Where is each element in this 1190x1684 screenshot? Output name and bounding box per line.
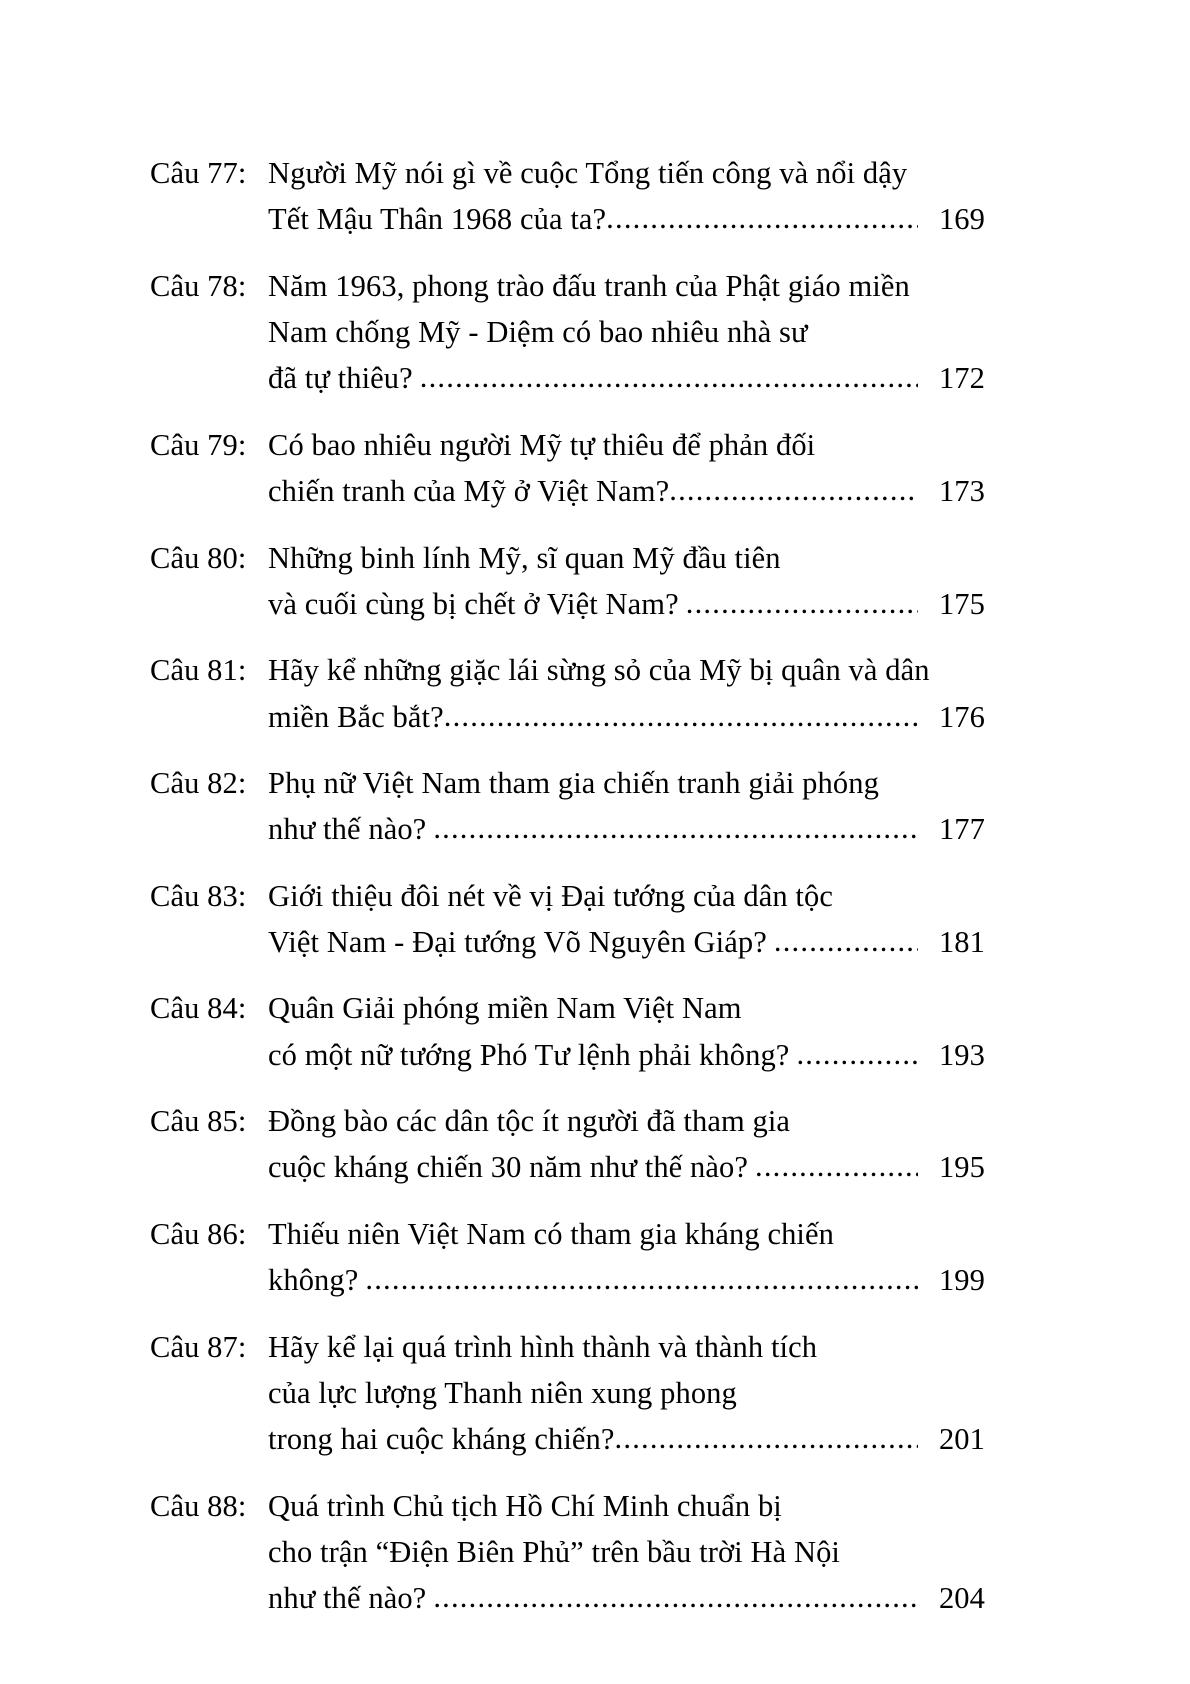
toc-entry-text: Năm 1963, phong trào đấu tranh của Phật giáo miền	[268, 268, 910, 303]
toc-entry-lines	[268, 1211, 985, 1304]
toc-entry-line	[268, 1324, 985, 1370]
toc-entry-lines	[268, 1098, 985, 1191]
toc-entry-lines	[268, 1483, 985, 1622]
toc-page-number[interactable]: 193	[938, 1037, 985, 1072]
toc-entry-line	[268, 760, 985, 806]
toc-entry[interactable]	[150, 760, 985, 853]
toc-entry-line	[268, 581, 985, 627]
toc-entry-line	[268, 985, 985, 1031]
toc-entry-text: Quân Giải phóng miền Nam Việt Nam	[268, 991, 742, 1026]
toc-entry-label: Câu 82:	[150, 765, 247, 800]
toc-page-number[interactable]: 195	[938, 1150, 985, 1185]
toc-entry[interactable]	[150, 1211, 985, 1304]
toc-entry[interactable]	[150, 150, 985, 243]
toc-entry-label: Câu 87:	[150, 1329, 247, 1364]
toc-entry-label: Câu 84:	[150, 991, 247, 1026]
toc-entry-line	[268, 694, 985, 740]
toc-entry-text: Thiếu niên Việt Nam có tham gia kháng chiến	[268, 1216, 834, 1251]
toc-entry[interactable]	[150, 1324, 985, 1463]
toc-entry-lines	[268, 263, 985, 402]
toc-entry-line	[268, 309, 985, 355]
toc-entry-label: Câu 80:	[150, 540, 247, 575]
toc-entry-line	[268, 919, 985, 965]
toc-entry-line	[268, 806, 985, 852]
toc-entry-line	[268, 1370, 985, 1416]
toc-entry-label: Câu 86:	[150, 1216, 247, 1251]
toc-entry-lines	[268, 985, 985, 1078]
toc-entry-line	[268, 1257, 985, 1303]
toc-entry-lines	[268, 1324, 985, 1463]
table-of-contents-list	[150, 150, 985, 1622]
dot-leader	[606, 195, 918, 241]
toc-entry[interactable]	[150, 1483, 985, 1622]
toc-page-number[interactable]: 176	[938, 699, 985, 734]
toc-page-number[interactable]: 181	[938, 925, 985, 960]
toc-entry-line	[268, 355, 985, 401]
toc-entry[interactable]	[150, 985, 985, 1078]
toc-entry-text: Tết Mậu Thân 1968 của ta?	[268, 202, 607, 237]
toc-entry-line	[268, 1416, 985, 1462]
toc-page-number[interactable]: 175	[938, 586, 985, 621]
toc-entry-label: Câu 85:	[150, 1104, 247, 1139]
toc-entry-lines	[268, 422, 985, 515]
toc-entry-text: và cuối cùng bị chết ở Việt Nam?	[268, 586, 679, 621]
toc-entry-text: Đồng bào các dân tộc ít người đã tham gia	[268, 1104, 791, 1139]
toc-entry-line	[268, 535, 985, 581]
dot-leader	[755, 1143, 918, 1189]
toc-entry-text: Nam chống Mỹ - Diệm có bao nhiêu nhà sư	[268, 315, 808, 350]
toc-entry-line	[268, 647, 985, 693]
toc-page-number[interactable]: 177	[938, 812, 985, 847]
toc-entry-text: của lực lượng Thanh niên xung phong	[268, 1375, 737, 1410]
toc-entry-lines	[268, 873, 985, 966]
toc-entry-text: cuộc kháng chiến 30 năm như thế nào?	[268, 1150, 749, 1185]
toc-page-number[interactable]: 201	[938, 1422, 985, 1457]
toc-entry-text: chiến tranh của Mỹ ở Việt Nam?	[268, 474, 670, 509]
toc-entry-line	[268, 150, 985, 196]
dot-leader	[420, 354, 918, 400]
toc-entry-text: trong hai cuộc kháng chiến?	[268, 1422, 615, 1457]
toc-entry-label: Câu 88:	[150, 1488, 247, 1523]
dot-leader	[669, 467, 918, 513]
toc-entry-line	[268, 873, 985, 919]
toc-entry-label: Câu 83:	[150, 878, 247, 913]
toc-entry-label: Câu 78:	[150, 268, 247, 303]
toc-entry[interactable]	[150, 1098, 985, 1191]
toc-entry-text: Giới thiệu đôi nét về vị Đại tướng của dân tộc	[268, 878, 833, 913]
toc-entry-label: Câu 81:	[150, 653, 247, 688]
toc-entry[interactable]	[150, 647, 985, 740]
toc-entry-label: Câu 77:	[150, 156, 247, 190]
toc-entry-line	[268, 263, 985, 309]
toc-page-number[interactable]: 173	[938, 474, 985, 509]
toc-entry-line	[268, 1032, 985, 1078]
toc-page-number[interactable]: 199	[938, 1263, 985, 1298]
toc-entry-line	[268, 1575, 985, 1621]
toc-entry-text: cho trận “Điện Biên Phủ” trên bầu trời Hà Nội	[268, 1534, 841, 1569]
dot-leader	[433, 805, 918, 851]
dot-leader	[433, 1574, 918, 1620]
toc-entry-text: miền Bắc bắt?	[268, 699, 444, 734]
toc-entry-lines	[268, 760, 985, 853]
toc-entry[interactable]	[150, 263, 985, 402]
toc-entry[interactable]	[150, 873, 985, 966]
toc-entry[interactable]	[150, 535, 985, 628]
toc-entry-text: Quá trình Chủ tịch Hồ Chí Minh chuẩn bị	[268, 1488, 782, 1523]
toc-entry-text: Có bao nhiêu người Mỹ tự thiêu để phản đối	[268, 427, 816, 462]
dot-leader	[796, 1031, 918, 1077]
toc-entry-lines	[268, 535, 985, 628]
toc-entry-line	[268, 1211, 985, 1257]
toc-entry[interactable]	[150, 422, 985, 515]
toc-entry-text: như thế nào?	[268, 812, 427, 847]
toc-page-number[interactable]: 172	[938, 361, 985, 396]
toc-entry-text: Hãy kể những giặc lái sừng sỏ của Mỹ bị quân và dân	[268, 653, 930, 688]
toc-entry-text: Việt Nam - Đại tướng Võ Nguyên Giáp?	[268, 925, 767, 960]
dot-leader	[774, 918, 918, 964]
toc-entry-text: Hãy kể lại quá trình hình thành và thành tích	[268, 1329, 818, 1364]
toc-entry-lines	[268, 150, 985, 243]
toc-entry-text: đã tự thiêu?	[268, 361, 413, 396]
toc-entry-text: Những binh lính Mỹ, sĩ quan Mỹ đầu tiên	[268, 540, 781, 575]
toc-entry-line	[268, 1483, 985, 1529]
toc-entry-line	[268, 1098, 985, 1144]
toc-entry-line	[268, 468, 985, 514]
dot-leader	[365, 1256, 918, 1302]
toc-entry-line	[268, 1144, 985, 1190]
dot-leader	[444, 693, 918, 739]
toc-entry-text: có một nữ tướng Phó Tư lệnh phải không?	[268, 1037, 790, 1072]
toc-entry-text: không?	[268, 1263, 359, 1298]
toc-entry-text: như thế nào?	[268, 1581, 427, 1616]
toc-entry-text: Người Mỹ nói gì về cuộc Tổng tiến công và nổi dậy	[268, 156, 908, 190]
toc-page-number[interactable]: 169	[938, 202, 985, 237]
toc-entry-line	[268, 196, 985, 242]
dot-leader	[686, 580, 918, 626]
toc-entry-label: Câu 79:	[150, 427, 247, 462]
toc-entry-line	[268, 422, 985, 468]
dot-leader	[615, 1415, 918, 1461]
toc-entry-lines	[268, 647, 985, 740]
toc-entry-line	[268, 1529, 985, 1575]
toc-entry-text: Phụ nữ Việt Nam tham gia chiến tranh giải phóng	[268, 765, 879, 800]
toc-page-number[interactable]: 204	[938, 1581, 985, 1616]
